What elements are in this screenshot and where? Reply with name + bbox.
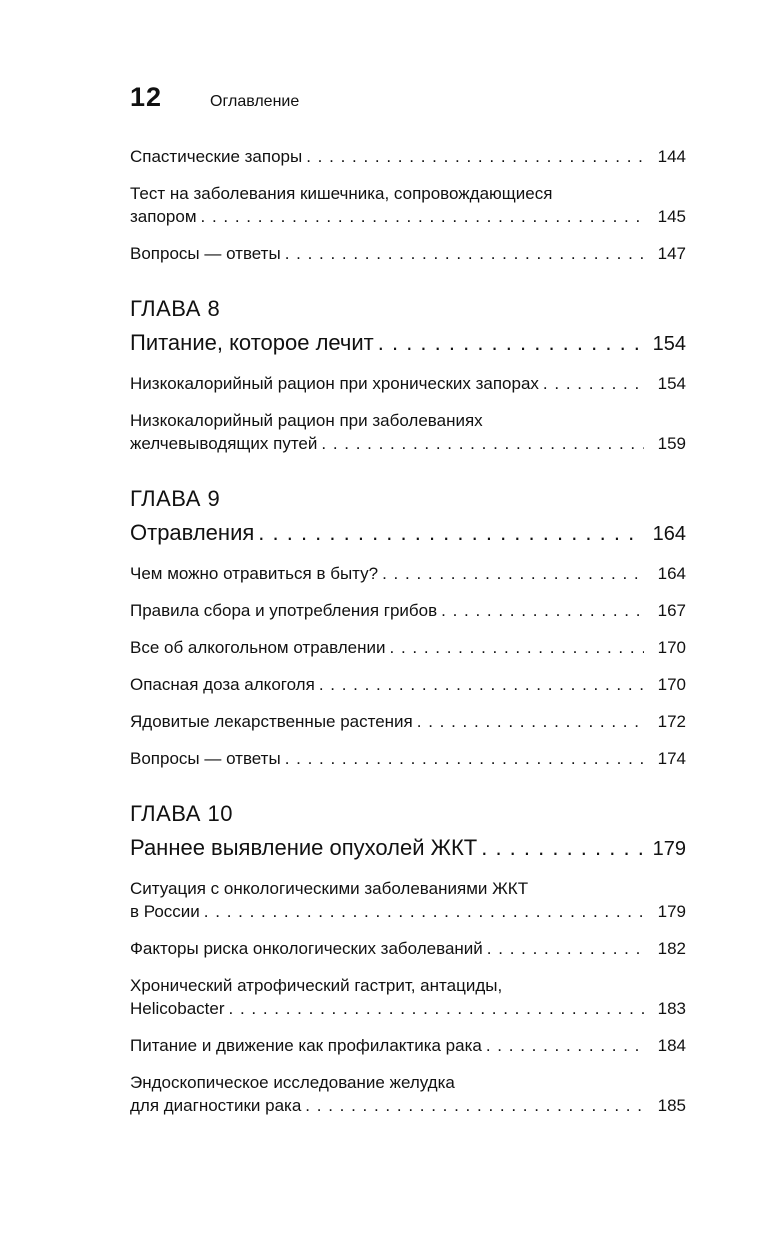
dot-leader xyxy=(258,519,644,547)
dot-leader xyxy=(441,599,644,622)
toc-entry-text: Низкокалорийный рацион при заболеваниях xyxy=(130,411,483,430)
dot-leader xyxy=(486,1034,644,1057)
toc-entry[interactable] xyxy=(130,937,686,960)
toc-entry-text: для диагностики рака xyxy=(130,1096,302,1115)
toc-entry[interactable] xyxy=(130,182,686,228)
toc-entry[interactable] xyxy=(130,710,686,733)
toc-entry[interactable] xyxy=(130,145,686,168)
chapter-section xyxy=(130,485,686,770)
toc-entry[interactable] xyxy=(130,636,686,659)
toc-entry-page: 182 xyxy=(657,939,686,958)
chapter-label: ГЛАВА 10 xyxy=(130,801,233,826)
chapter-label: ГЛАВА 8 xyxy=(130,296,221,321)
dot-leader xyxy=(481,834,644,862)
chapter-title-row[interactable] xyxy=(130,329,686,358)
chapter-label: ГЛАВА 9 xyxy=(130,486,221,511)
toc-entry[interactable] xyxy=(130,242,686,265)
toc-entry[interactable] xyxy=(130,877,686,923)
toc-entry-text: запором xyxy=(130,207,197,226)
toc-entry-text: Вопросы — ответы xyxy=(130,244,281,263)
running-title: Оглавление xyxy=(210,93,300,110)
toc-entry[interactable] xyxy=(130,747,686,770)
toc-entry-page: 145 xyxy=(657,207,686,226)
toc-entry-text: Правила сбора и употребления грибов xyxy=(130,601,438,620)
toc-entry-page: 147 xyxy=(657,244,686,263)
page-header xyxy=(130,82,299,113)
toc-entry[interactable] xyxy=(130,974,686,1020)
dot-leader xyxy=(321,432,644,455)
dot-leader xyxy=(305,1094,644,1117)
chapter-title: Отравления xyxy=(130,520,255,545)
toc-entry-page: 167 xyxy=(657,601,686,620)
dot-leader xyxy=(543,372,644,395)
toc-entry-text: Ситуация с онкологическими заболеваниями ЖКТ xyxy=(130,879,529,898)
toc-entry-text: желчевыводящих путей xyxy=(130,434,318,453)
toc-entry-page: 185 xyxy=(657,1096,686,1115)
chapter-page: 164 xyxy=(652,523,686,545)
toc-entry-text: Вопросы — ответы xyxy=(130,749,281,768)
dot-leader xyxy=(390,636,645,659)
chapter-title-row[interactable] xyxy=(130,834,686,863)
dot-leader xyxy=(306,145,644,168)
dot-leader xyxy=(487,937,644,960)
dot-leader xyxy=(319,673,644,696)
toc-entry-text: Тест на заболевания кишечника, сопровождающиеся xyxy=(130,184,553,203)
toc-entry-page: 184 xyxy=(657,1036,686,1055)
toc-entry[interactable] xyxy=(130,409,686,455)
chapter-section xyxy=(130,295,686,455)
toc-entry-text: Питание и движение как профилактика рака xyxy=(130,1036,482,1055)
chapter-page: 154 xyxy=(652,333,686,355)
dot-leader xyxy=(201,205,644,228)
toc-entry-text: Низкокалорийный рацион при хронических запорах xyxy=(130,374,539,393)
toc-entry-text: Эндоскопическое исследование желудка xyxy=(130,1073,455,1092)
dot-leader xyxy=(285,747,644,770)
toc-entry-page: 172 xyxy=(657,712,686,731)
toc-entry-text: Чем можно отравиться в быту? xyxy=(130,564,379,583)
toc-entry[interactable] xyxy=(130,1034,686,1057)
dot-leader xyxy=(378,329,644,357)
dot-leader xyxy=(285,242,644,265)
toc-entry[interactable] xyxy=(130,372,686,395)
table-of-contents xyxy=(130,145,686,1131)
chapter-title: Раннее выявление опухолей ЖКТ xyxy=(130,835,478,860)
toc-entry-text: в России xyxy=(130,902,200,921)
toc-entry-page: 159 xyxy=(657,434,686,453)
dot-leader xyxy=(417,710,644,733)
chapter-section xyxy=(130,800,686,1117)
toc-entry-text: Опасная доза алкоголя xyxy=(130,675,315,694)
toc-entry[interactable] xyxy=(130,673,686,696)
toc-entry[interactable] xyxy=(130,599,686,622)
chapter-page: 179 xyxy=(652,838,686,860)
toc-entry[interactable] xyxy=(130,562,686,585)
toc-entry-text: Ядовитые лекарственные растения xyxy=(130,712,413,731)
toc-entry-page: 174 xyxy=(657,749,686,768)
chapter-title: Питание, которое лечит xyxy=(130,330,374,355)
toc-entry[interactable] xyxy=(130,1071,686,1117)
toc-entry-page: 170 xyxy=(657,675,686,694)
toc-entry-text: Helicobacter xyxy=(130,999,225,1018)
toc-entry-page: 170 xyxy=(657,638,686,657)
toc-entry-text: Хронический атрофический гастрит, антациды, xyxy=(130,976,503,995)
toc-entry-page: 144 xyxy=(657,147,686,166)
chapter-title-row[interactable] xyxy=(130,519,686,548)
toc-entry-page: 183 xyxy=(657,999,686,1018)
dot-leader xyxy=(382,562,644,585)
toc-entry-page: 179 xyxy=(657,902,686,921)
page-number: 12 xyxy=(130,82,163,112)
toc-entry-page: 154 xyxy=(657,374,686,393)
toc-entry-text: Факторы риска онкологических заболеваний xyxy=(130,939,483,958)
dot-leader xyxy=(204,900,644,923)
toc-entry-text: Все об алкогольном отравлении xyxy=(130,638,386,657)
dot-leader xyxy=(229,997,645,1020)
toc-entry-text: Спастические запоры xyxy=(130,147,303,166)
toc-entry-page: 164 xyxy=(657,564,686,583)
